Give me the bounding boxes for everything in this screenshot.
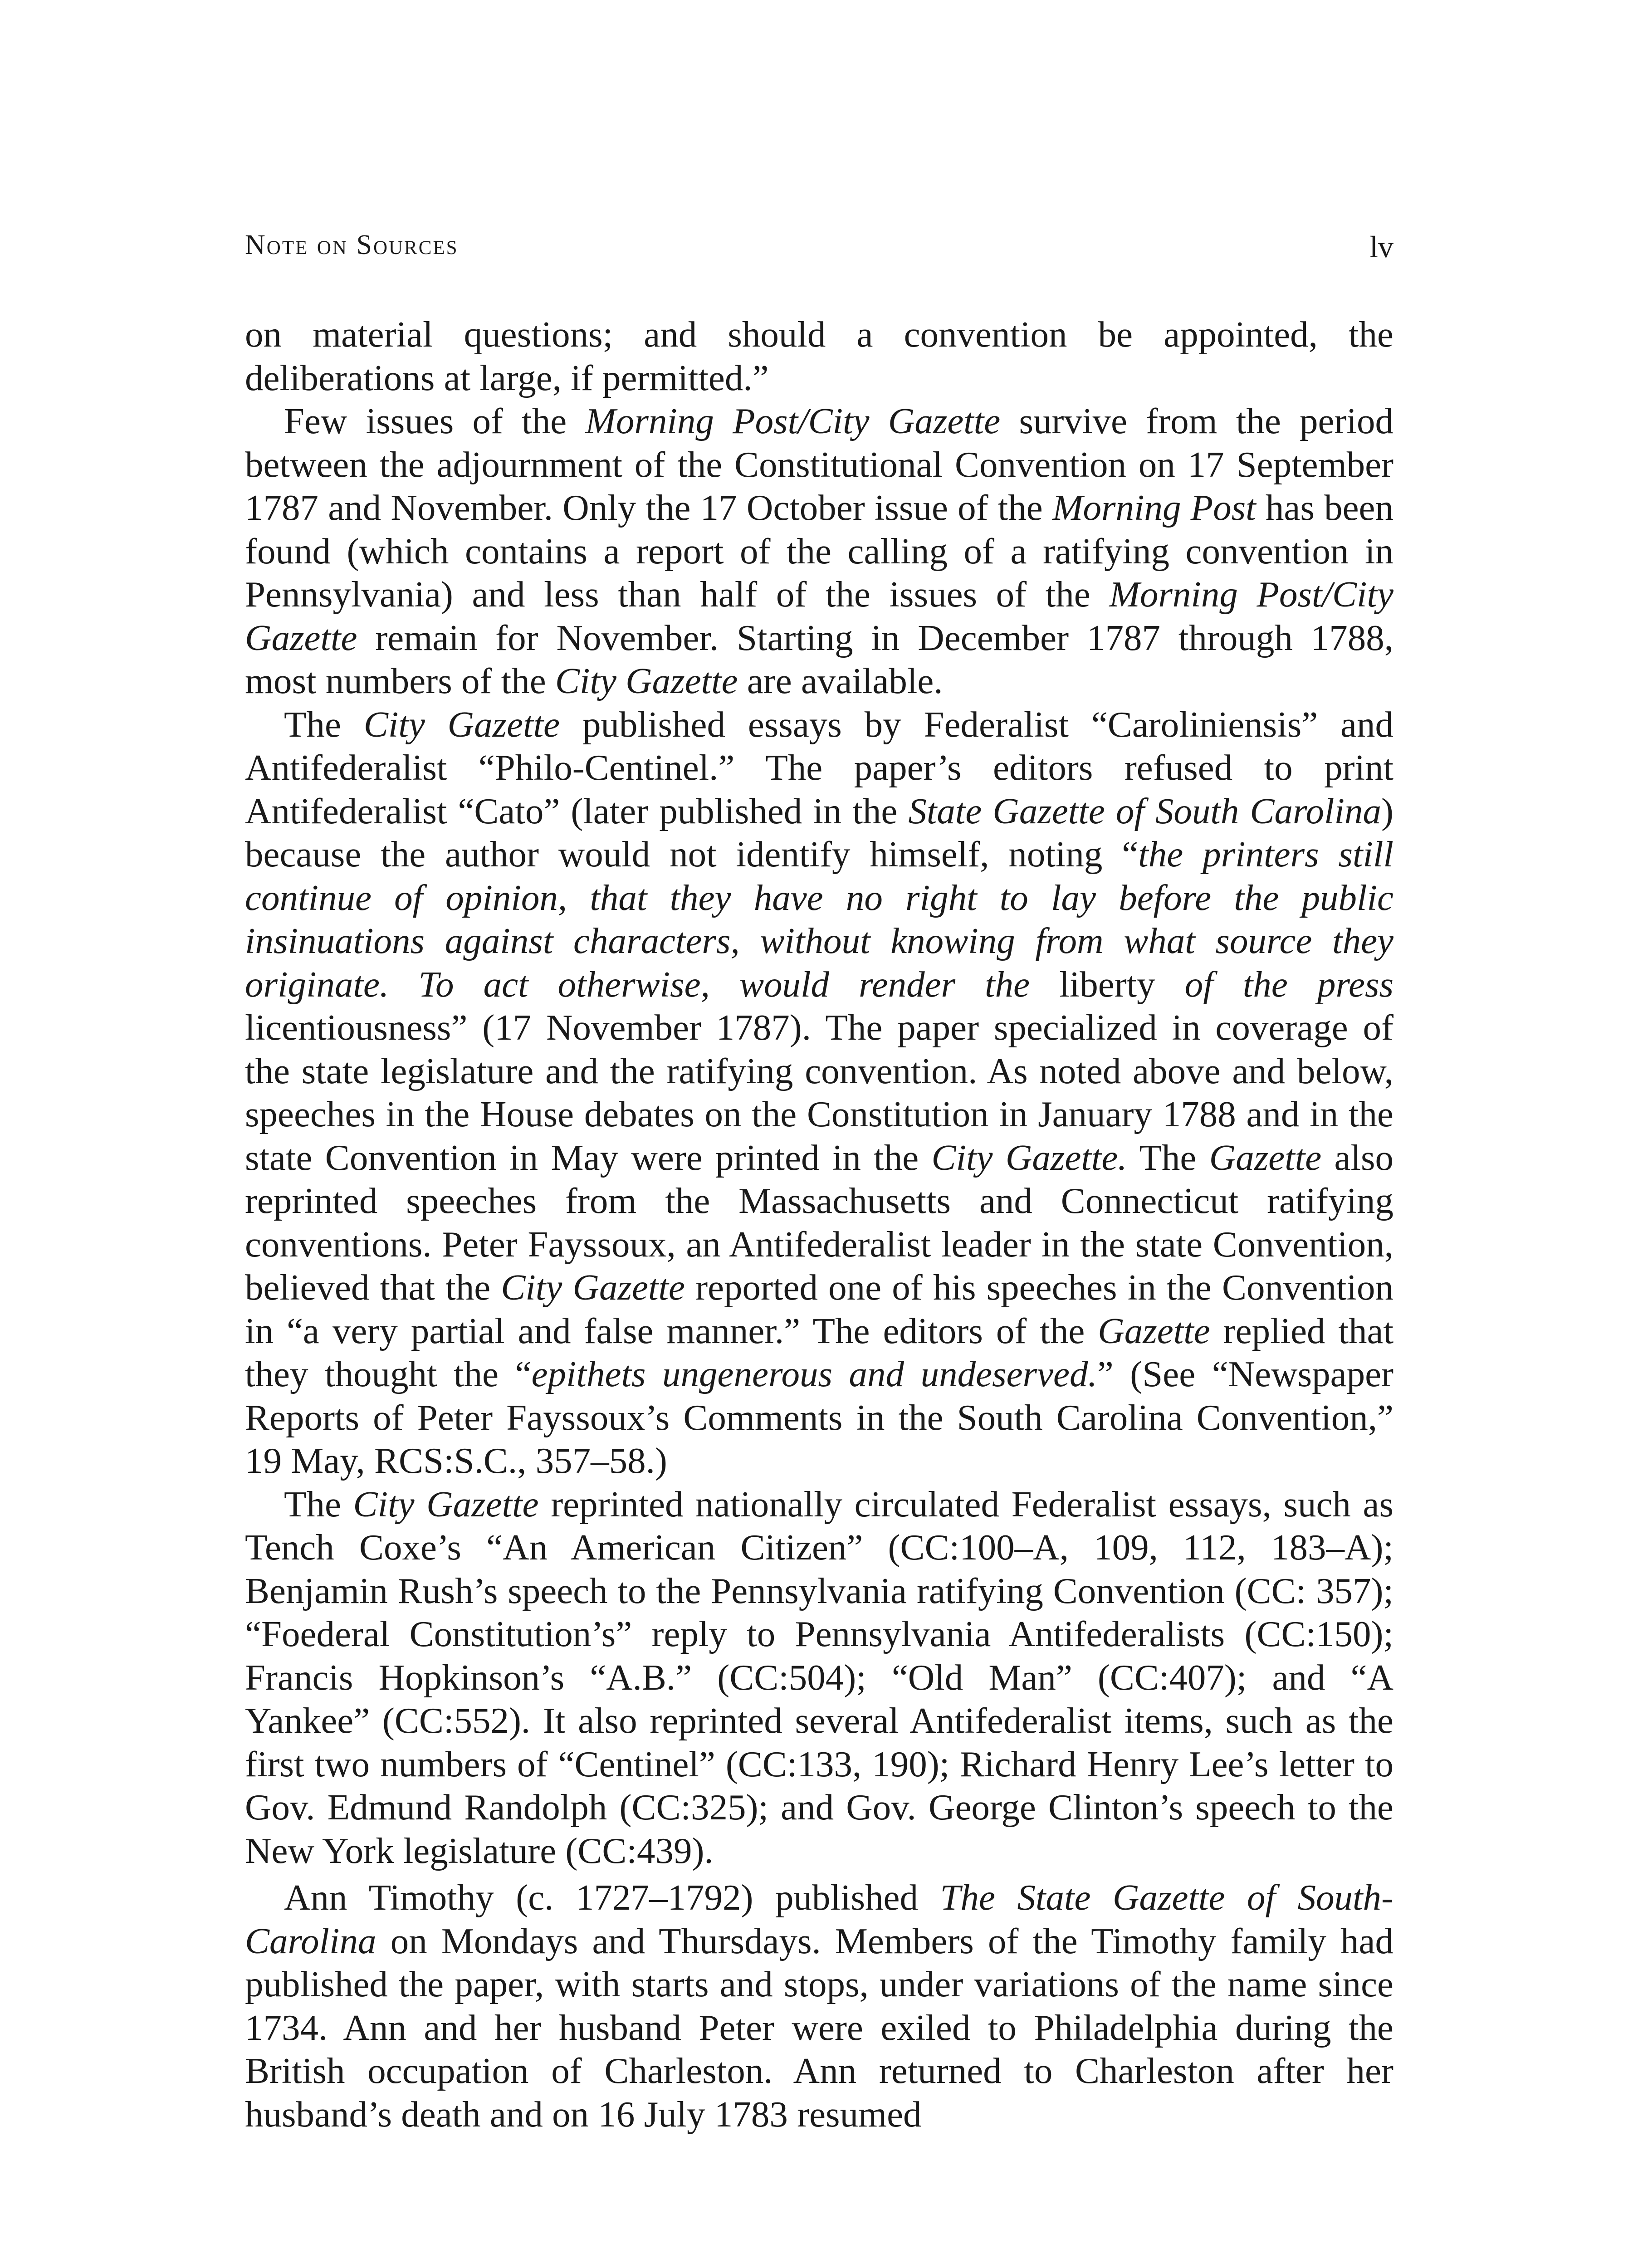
paragraph-morning-post — [245, 400, 1393, 703]
body-text — [245, 313, 1393, 2136]
italic-run: of the press — [1184, 963, 1393, 1005]
text-run: has been found (which contains a report of the calling of a ratifying convention in Pennsylvania) and less than half of the issues of the — [245, 487, 1393, 615]
text-run: survive from the period between the adjournment of the Constitutional Convention on 17 September 1787 and November. Only the 17 October issue of the — [245, 401, 1393, 528]
italic-run: City Gazette. — [931, 1137, 1127, 1178]
paragraph-reprinted-essays — [245, 1483, 1393, 1873]
text-run: licentiousness” (17 November 1787). The paper specialized in coverage of the state legislature and the ratifying convention. As noted above and below, speeches in the House debates on the Constitution in January 1788 and in the state Convention in May were printed in the — [245, 1007, 1393, 1178]
italic-run: State Gazette of South Carolina — [908, 790, 1382, 831]
italic-run: Morning Post/City Gazette — [245, 574, 1393, 658]
text-run: replied that they thought the “ — [245, 1310, 1393, 1394]
text-run: Ann Timothy (c. 1727–1792) published — [284, 1877, 940, 1918]
text-run: are available. — [738, 660, 943, 701]
paragraph-ann-timothy — [245, 1876, 1393, 2136]
italic-run: Morning Post — [1052, 487, 1256, 528]
text-run: remain for November. Starting in December 1787 through 1788, most numbers of the — [245, 617, 1393, 701]
paragraph-continuation — [245, 313, 1393, 400]
italic-run: City Gazette — [555, 660, 738, 701]
page-number: lv — [1369, 230, 1393, 264]
paragraph-city-gazette-essays — [245, 703, 1393, 1483]
italic-run: epithets ungenerous and undeserved. — [531, 1354, 1097, 1394]
italic-run: Gazette — [1098, 1310, 1210, 1351]
italic-run: City Gazette — [501, 1267, 685, 1308]
text-run: ” (See “Newspaper Reports of Peter Fayssoux’s Comments in the South Carolina Convention,” 19 May, RCS:S.C., 357–58.) — [245, 1354, 1394, 1481]
text-run: Few issues of the — [284, 401, 586, 441]
italic-run: The State Gazette of South-Carolina — [245, 1877, 1393, 1961]
italic-run: Gazette — [1209, 1137, 1322, 1178]
text-run: The — [1127, 1137, 1209, 1178]
text-run: The — [284, 704, 364, 745]
text-run: on material questions; and should a convention be appointed, the deliberations at large, if permitted.” — [245, 314, 1393, 398]
italic-run: Morning Post/City Gazette — [585, 401, 1001, 441]
text-run: also reprinted speeches from the Massachusetts and Connecticut ratifying conventions. Peter Fayssoux, an Antifederalist leader in the state Convention, believed that the — [245, 1137, 1394, 1308]
italic-run: City Gazette — [363, 704, 560, 745]
text-run: published essays by Federalist “Caroliniensis” and Antifederalist “Philo-Centinel.” The paper’s editors refused to print Antifederalist “Cato” (later published in the — [245, 704, 1394, 831]
text-run: liberty — [1030, 963, 1185, 1005]
text-run: on Mondays and Thursdays. Members of the Timothy family had published the paper, with starts and stops, under variations of the name since 1734. Ann and her husband Peter were exiled to Philadelphia during the British occupation of Charleston. Ann returned to Charleston after her husband’s death and on 16 July 1783 resumed — [245, 1920, 1393, 2135]
italic-run: the printers still continue of opinion, that they have no right to lay before the public insinuations against characters, without knowing from what source they originate. To act otherwise, would render the — [245, 834, 1394, 1005]
page-header — [245, 229, 1393, 270]
text-run: ) because the author would not identify himself, noting “ — [245, 790, 1394, 875]
italic-run: City Gazette — [353, 1483, 539, 1525]
text-run: The — [284, 1483, 353, 1525]
running-head: Note on Sources — [245, 230, 459, 260]
text-run: reported one of his speeches in the Convention in “a very partial and false manner.” The editors of the — [245, 1267, 1394, 1351]
text-run: reprinted nationally circulated Federalist essays, such as Tench Coxe’s “An American Citizen” (CC:100–A, 109, 112, 183–A); Benjamin Rush’s speech to the Pennsylvania ratifying Convention (CC: 357); “Foederal Constitution’s” reply to Pennsylvania Antifederalists (CC:150); Francis Hopkinson’s “A.B.” (CC:504); “Old Man” (CC:407); and “A Yankee” (CC:552). It also reprinted several Antifederalist items, such as the first two numbers of “Centinel” (CC:133, 190); Richard Henry Lee’s letter to Gov. Edmund Randolph (CC:325); and Gov. George Clinton’s speech to the New York legislature (CC:439). — [245, 1483, 1393, 1871]
